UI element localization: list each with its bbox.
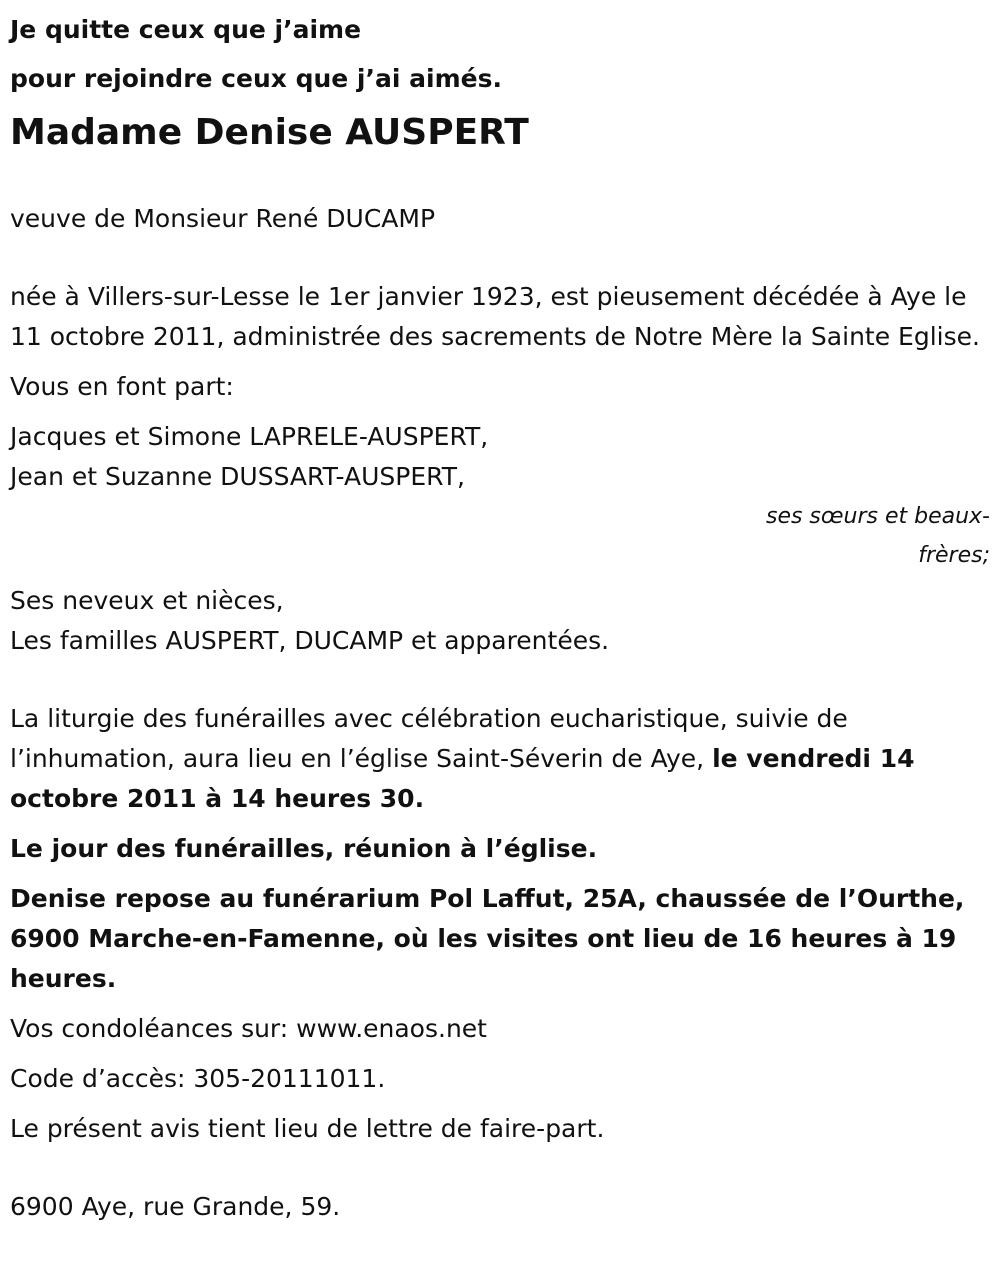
biography: née à Villers-sur-Lesse le 1er janvier 1923, est pieusement décédée à Aye le 11 octobre 2011, administrée des sacrements de Notre Mère la Sainte Eglise. (10, 282, 980, 351)
funeral-details (10, 699, 990, 819)
other-relatives (10, 581, 990, 661)
announcers-intro: Vous en font part: (10, 372, 234, 401)
sibling-line: Jacques et Simone LAPRELE-AUSPERT, (10, 422, 489, 451)
relation-line-2: frères; (918, 543, 990, 568)
sibling-line: Jean et Suzanne DUSSART-AUSPERT, (10, 462, 465, 491)
siblings-relation (10, 497, 990, 575)
funeral-text: La liturgie des funérailles avec célébration eucharistique, suivie de l’inhumation, aura lieu en l’église Saint-Séverin de Aye, (10, 704, 848, 773)
siblings-list (10, 417, 990, 497)
relative-line: Ses neveux et nièces, (10, 586, 284, 615)
access-code: Code d’accès: 305-20111011. (10, 1064, 386, 1093)
funerarium-info: Denise repose au funérarium Pol Laffut, 25A, chaussée de l’Ourthe, 6900 Marche-en-Famenne, où les visites ont lieu de 16 heures à 19 heures. (10, 884, 965, 993)
epigraph-line-1: Je quitte ceux que j’aime (10, 15, 362, 44)
funeral-meeting: Le jour des funérailles, réunion à l’église. (10, 834, 598, 863)
deceased-name: Madame Denise AUSPERT (10, 112, 529, 153)
family-address: 6900 Aye, rue Grande, 59. (10, 1192, 341, 1221)
widow-of: veuve de Monsieur René DUCAMP (10, 204, 436, 233)
obituary-notice (10, 5, 990, 1227)
funeral-datetime: le vendredi 14 octobre 2011 à 14 heures 30. (10, 744, 915, 813)
condolences-line: Vos condoléances sur: www.enaos.net (10, 1014, 487, 1043)
notice-statement: Le présent avis tient lieu de lettre de faire-part. (10, 1114, 605, 1143)
epigraph-line-2: pour rejoindre ceux que j’ai aimés. (10, 64, 502, 93)
relative-line: Les familles AUSPERT, DUCAMP et apparentées. (10, 626, 610, 655)
relation-line-1: ses sœurs et beaux- (765, 504, 990, 529)
